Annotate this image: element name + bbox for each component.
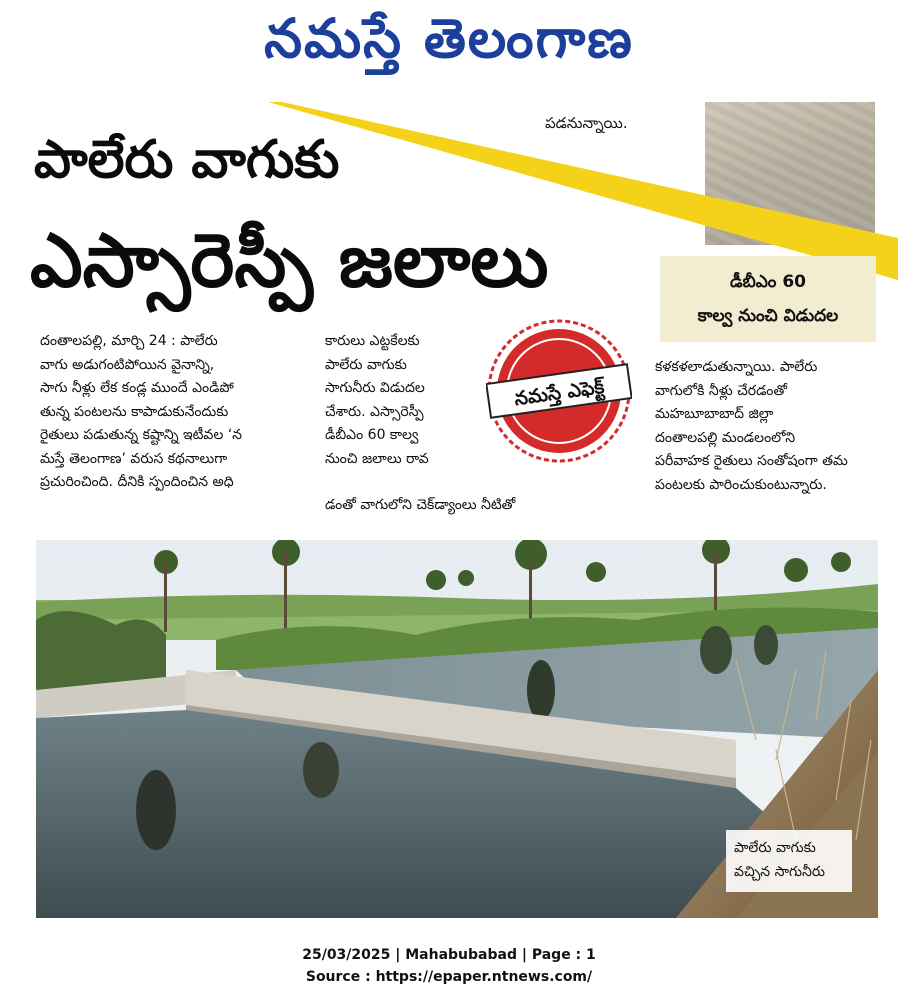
article-column-3 bbox=[655, 356, 880, 497]
photo-caption bbox=[726, 830, 852, 892]
article-column-1 bbox=[40, 330, 302, 495]
caption-line-2: వచ్చిన సాగునీరు bbox=[734, 864, 825, 880]
column-line: పాలేరు వాగుకు bbox=[325, 356, 407, 373]
column-line: దంతాలపల్లి, మార్చి 24 : పాలేరు bbox=[40, 333, 218, 349]
top-text-fragment: పడనున్నాయి. bbox=[545, 114, 628, 132]
caption-line-1: పాలేరు వాగుకు bbox=[734, 840, 816, 856]
article-column-2-wide-line bbox=[325, 494, 595, 518]
column-line: డీబీఎం 60 కాల్వ bbox=[325, 427, 419, 443]
column-line: రైతులు పడుతున్న కష్టాన్ని ఇటీవల ‘న bbox=[40, 427, 243, 443]
column-line: కళకళలాడుతున్నాయి. పాలేరు bbox=[655, 359, 818, 375]
article-column-2 bbox=[325, 330, 483, 471]
headline-line-1: పాలేరు వాగుకు bbox=[34, 130, 340, 190]
column-line: దంతాలపల్లి మండలంలోని bbox=[655, 429, 796, 446]
subhead-box bbox=[660, 256, 876, 342]
column-line: నుంచి జలాలు రావ bbox=[325, 450, 429, 467]
subhead-line-1: డీబీఎం 60 bbox=[730, 272, 806, 292]
column-line: వాగులోకి నీళ్లు చేరడంతో bbox=[655, 382, 787, 399]
column-line: చేశారు. ఎస్సారెస్పీ bbox=[325, 403, 424, 420]
headline-line-2: ఎస్సారెస్పీ జలాలు bbox=[30, 218, 549, 304]
stamp-text: నమస్తే ఎఫెక్ట్ bbox=[513, 375, 606, 411]
column-line: కారులు ఎట్టకేలకు bbox=[325, 333, 420, 349]
column-line: వాగు అడుగంటిపోయిన వైనాన్ని, bbox=[40, 356, 215, 373]
column-line: ప్రచురించింది. దీనికి స్పందించిన అధి bbox=[40, 474, 234, 490]
subhead-line-2: కాల్వ నుంచి విడుదల bbox=[697, 306, 839, 326]
column-line: పరీవాహక రైతులు సంతోషంగా తమ bbox=[655, 453, 848, 469]
footer-info: 25/03/2025 | Mahabubabad | Page : 1 bbox=[302, 947, 596, 963]
footer-source: Source : https://epaper.ntnews.com/ bbox=[305, 969, 593, 985]
column-line: తున్న పంటలను కాపాడుకునేందుకు bbox=[40, 403, 229, 420]
column-line: డంతో వాగులోని చెక్‌డ్యాంలు నీటితో bbox=[325, 497, 516, 513]
column-line: సాగు నీళ్లు లేక కండ్ల ముందే ఎండిపో bbox=[40, 380, 234, 396]
column-line: మస్తే తెలంగాణ’ వరుస కథనాలుగా bbox=[40, 450, 228, 467]
column-line: మహబూబాబాద్ జిల్లా bbox=[655, 406, 774, 422]
column-line: సాగునీరు విడుదల bbox=[325, 380, 425, 396]
footer bbox=[0, 944, 898, 988]
masthead-title: నమస్తే తెలంగాణ bbox=[264, 6, 634, 70]
column-line: పంటలకు పారించుకుంటున్నారు. bbox=[655, 476, 827, 493]
namaste-effect-stamp bbox=[486, 318, 632, 464]
